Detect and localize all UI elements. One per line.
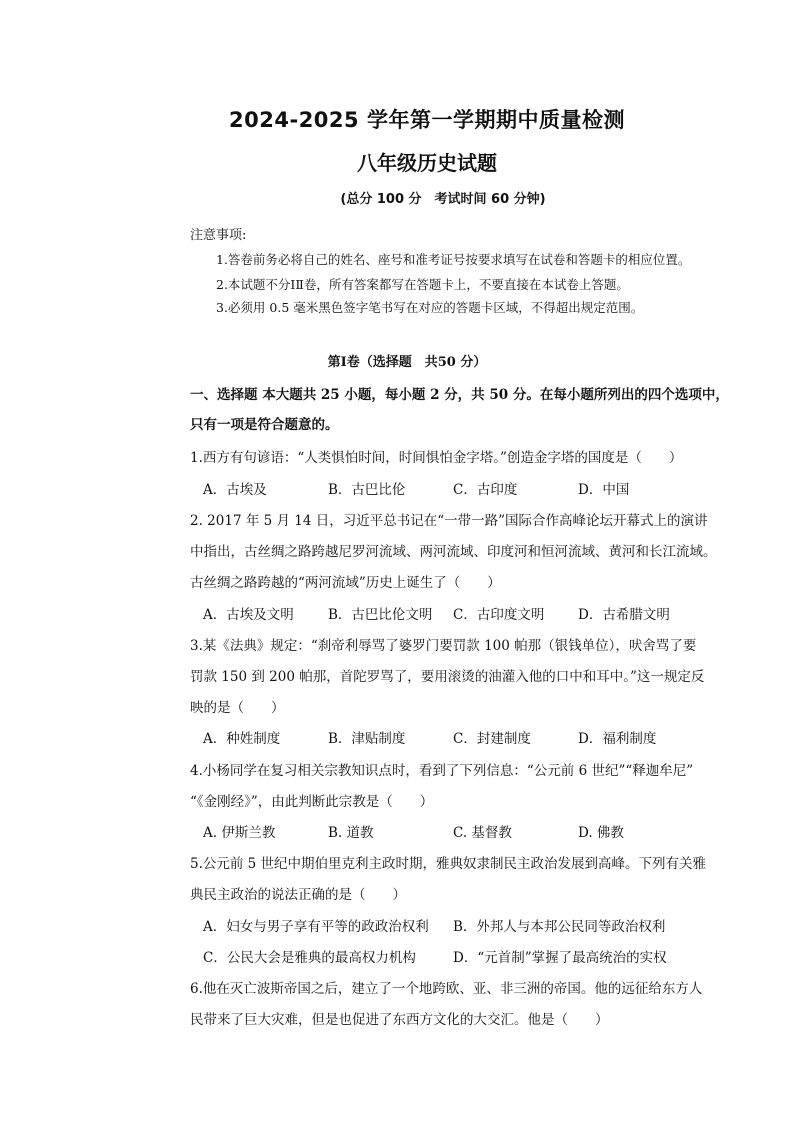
question-1-text: 1.西方有句谚语：“人类惧怕时间，时间惧怕金字塔。”创造金字塔的国度是（ ） xyxy=(190,450,683,466)
question-5-option-d: D．“元首制”掌握了最高统治的实权 xyxy=(453,950,667,966)
question-1-option-d: D．中国 xyxy=(578,482,630,498)
question-4-text: “《金刚经》”，由此判断此宗教是（ ） xyxy=(190,794,434,810)
question-6-text: 民带来了巨大灾难，但是也促进了东西方文化的大交汇。他是（ ） xyxy=(190,1012,609,1028)
exam-subtitle: 八年级历史试题 xyxy=(357,151,497,175)
notice-heading: 注意事项: xyxy=(190,228,247,243)
question-1-option-a: A．古埃及 xyxy=(203,482,267,498)
notice-item: 1.答卷前务必将自己的姓名、座号和准考证号按要求填写在试卷和答题卡的相应位置。 xyxy=(216,252,691,267)
question-2-option-b: B．古巴比伦文明 xyxy=(328,607,433,623)
question-3-text: 3.某《法典》规定：“刹帝利辱骂了婆罗门要罚款 100 帕那（银钱单位），吠舍骂了要 xyxy=(190,638,697,654)
question-3-option-a: A．种姓制度 xyxy=(203,731,281,747)
question-4-text: 4.小杨同学在复习相关宗教知识点时，看到了下列信息：“公元前 6 世纪”“释迦牟尼” xyxy=(190,763,694,779)
question-1-option-c: C．古印度 xyxy=(453,482,518,498)
question-2-text: 古丝绸之路跨越的“两河流域”历史上诞生了（ ） xyxy=(190,575,501,591)
question-4-option-b: B. 道教 xyxy=(328,825,374,841)
question-4-option-c: C. 基督教 xyxy=(453,825,512,841)
question-5-text: 5.公元前 5 世纪中期伯里克利主政时期，雅典奴隶制民主政治发展到高峰。下列有关雅 xyxy=(190,856,707,872)
question-3-option-d: D．福利制度 xyxy=(578,731,657,747)
question-3-text: 罚款 150 到 200 帕那，首陀罗骂了，要用滚烫的油灌入他的口中和耳中。”这一规定反 xyxy=(190,669,705,685)
question-1-option-b: B．古巴比伦 xyxy=(328,482,406,498)
exam-info: (总分 100 分 考试时间 60 分钟) xyxy=(340,192,546,207)
exam-title: 2024-2025 学年第一学期期中质量检测 xyxy=(229,108,625,132)
question-6-text: 6.他在灭亡波斯帝国之后，建立了一个地跨欧、亚、非三洲的帝国。他的远征给东方人 xyxy=(190,981,703,997)
question-5-option-b: B．外邦人与本邦公民同等政治权利 xyxy=(453,919,666,935)
question-3-text: 映的是（ ） xyxy=(190,700,285,716)
question-4-option-a: A. 伊斯兰教 xyxy=(203,825,276,841)
notice-item: 3.必须用 0.5 毫米黑色签字笔书写在对应的答题卡区域，不得超出规定范围。 xyxy=(216,300,644,315)
question-3-option-c: C．封建制度 xyxy=(453,731,531,747)
question-2-option-a: A．古埃及文明 xyxy=(203,607,294,623)
question-5-text: 典民主政治的说法正确的是（ ） xyxy=(190,887,406,903)
question-5-option-c: C．公民大会是雅典的最高权力机构 xyxy=(203,950,416,966)
question-2-text: 中指出，古丝绸之路跨越尼罗河流域、两河流域、印度河和恒河流域、黄河和长江流域。 xyxy=(190,544,717,560)
question-2-option-c: C．古印度文明 xyxy=(453,607,545,623)
question-2-text: 2. 2017 年 5 月 14 日，习近平总书记在“一带一路”国际合作高峰论坛开幕式上的演讲 xyxy=(190,513,708,529)
question-4-option-d: D. 佛教 xyxy=(578,825,624,841)
part-heading: 第Ⅰ卷（选择题 共50 分） xyxy=(327,355,487,370)
section-instruction: 只有一项是符合题意的。 xyxy=(190,417,339,433)
question-5-option-a: A．妇女与男子享有平等的政政治权利 xyxy=(203,919,429,935)
question-2-option-d: D．古希腊文明 xyxy=(578,607,670,623)
question-3-option-b: B．津贴制度 xyxy=(328,731,406,747)
section-instruction: 一、选择题 本大题共 25 小题，每小题 2 分，共 50 分。在每小题所列出的四个选项中， xyxy=(190,387,729,403)
notice-item: 2.本试题不分ⅠⅡ卷，所有答案都写在答题卡上，不要直接在本试卷上答题。 xyxy=(216,277,629,292)
